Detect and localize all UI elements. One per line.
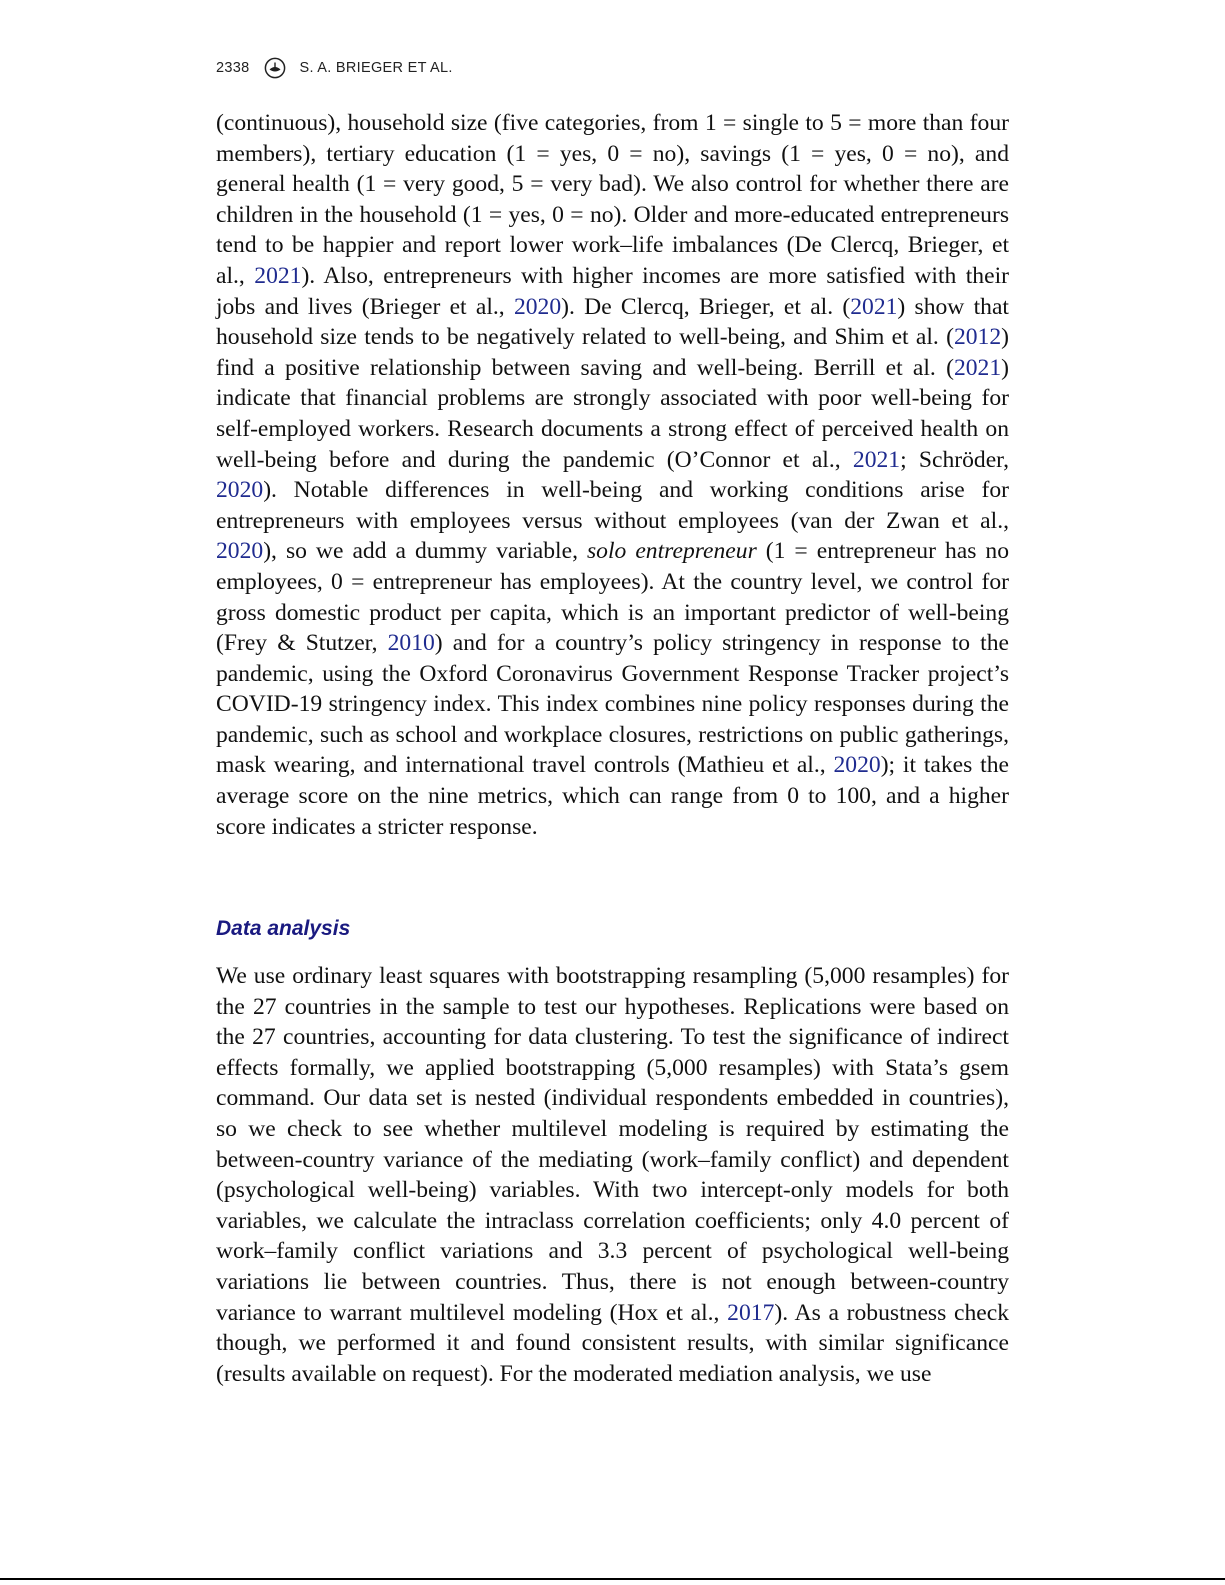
- section-heading: Data analysis: [216, 917, 351, 940]
- citation-link[interactable]: 2010: [387, 630, 435, 657]
- text-run: ), so we add a dummy variable,: [263, 538, 587, 565]
- citation-link[interactable]: 2021: [852, 446, 901, 473]
- page-number: 2338: [216, 60, 250, 76]
- running-head-authors: S. A. BRIEGER ET AL.: [299, 60, 453, 76]
- emphasis-term: solo entrepreneur: [587, 538, 757, 565]
- text-run: (continuous), household size (five categories, from 1 = single to 5 = more than four members), tertiary education (1 = yes, 0 = no), savings (1 = yes, 0 = no), and general health (1 = very good, 5 = very bad). We also control for whether there are children in the household (1 = yes, 0 = no). Older and more-educated entrepreneurs tend to be happier and report lower work–life imbalances (De Clercq, Brieger, et al.,: [216, 110, 1009, 289]
- text-run: ) and for a country’s policy stringency in response to the pandemic, using the Oxford Coronavirus Government Response Tracker project’s COVID-19 stringency index. This index combines nine policy responses during the pandemic, such as school and workplace closures, restrictions on public gatherings, mask wearing, and international travel controls (Mathieu et al.,: [216, 630, 1009, 779]
- citation-link[interactable]: 2020: [513, 293, 562, 320]
- paragraph-data-analysis: [216, 961, 1009, 1389]
- running-head: [216, 56, 453, 80]
- text-run: ); it takes the average score on the nine metrics, which can range from 0 to 100, and a higher score indicates a stricter response.: [216, 752, 1009, 840]
- text-run: ) find a positive relationship between saving and well-being. Berrill et al. (: [216, 324, 1009, 381]
- citation-link[interactable]: 2020: [216, 477, 264, 504]
- paragraph-controls: [216, 108, 1009, 842]
- text-run: (1 = entrepreneur has no employees, 0 = entrepreneur has employees). At the country level, we control for gross domestic product per capita, which is an important predictor of well-being (Frey & Stutzer,: [216, 538, 1010, 657]
- text-run: ). De Clercq, Brieger, et al. (: [561, 293, 851, 320]
- citation-link[interactable]: 2012: [953, 324, 1002, 351]
- citation-link[interactable]: 2020: [833, 752, 881, 779]
- text-run: ) indicate that financial problems are strongly associated with poor well-being for self-employed workers. Research documents a strong effect of perceived health on well-being before and during the pandemic (O’Connor et al.,: [216, 354, 1009, 473]
- text-run: ) show that household size tends to be negatively related to well-being, and Shim et al. (: [216, 293, 1009, 351]
- text-run: ). Notable differences in well-being and working conditions arise for entrepreneurs with employees versus without employees (van der Zwan et al.,: [216, 477, 1009, 534]
- citation-link[interactable]: 2017: [727, 1299, 775, 1326]
- citation-link[interactable]: 2021: [254, 262, 302, 289]
- text-run: ). As a robustness check though, we performed it and found consistent results, with similar significance (results available on request). For the moderated mediation analysis, we use: [216, 1299, 1010, 1387]
- text-run: ). Also, entrepreneurs with higher incomes are more satisfied with their jobs and lives (Brieger et al.,: [216, 262, 1009, 320]
- citation-link[interactable]: 2020: [216, 538, 264, 565]
- citation-link[interactable]: 2021: [850, 293, 898, 320]
- page-bottom-rule: [0, 1578, 1225, 1580]
- text-run: We use ordinary least squares with bootstrapping resampling (5,000 resamples) for the 27 countries in the sample to test our hypotheses. Replications were based on the 27 countries, accounting for data clustering. To test the significance of indirect effects formally, we applied bootstrapping (5,000 resamples) with Stata’s gsem command. Our data set is nested (individual respondents embedded in countries), so we check to see whether multilevel modeling is required by estimating the between-country variance of the mediating (work–family conflict) and dependent (psychological well-being) variables. With two intercept-only models for both variables, we calculate the intraclass correlation coefficients; only 4.0 percent of work–family conflict variations and 3.3 percent of psychological well-being variations lie between countries. Thus, there is not enough between-country variance to warrant multilevel modeling (Hox et al.,: [216, 963, 1009, 1326]
- text-run: ; Schröder,: [900, 446, 1009, 473]
- publisher-logo-icon: [264, 57, 286, 79]
- citation-link[interactable]: 2021: [953, 354, 1002, 381]
